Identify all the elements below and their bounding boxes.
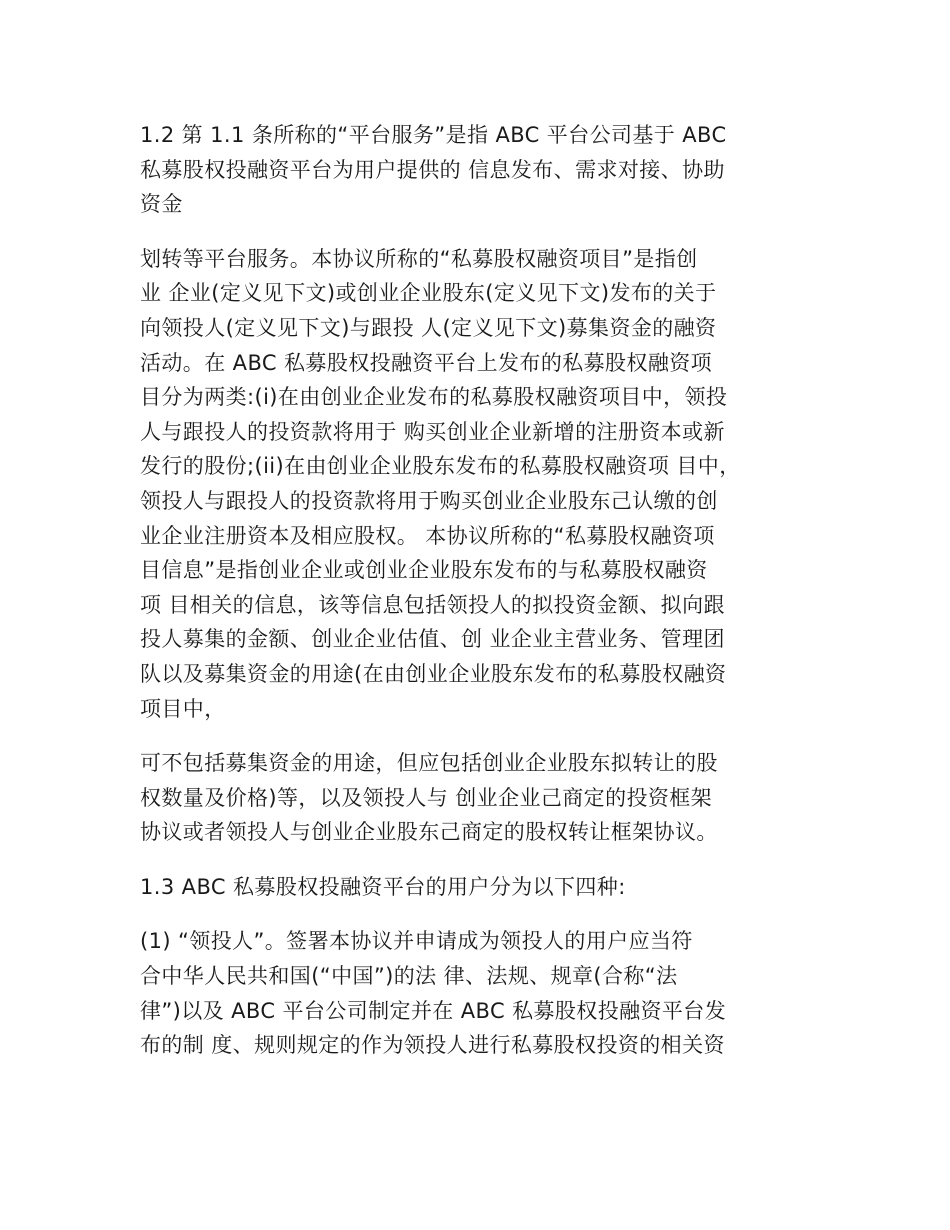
text-line: 1.3 ABC 私募股权投融资平台的用户分为以下四种: [140, 874, 626, 899]
paragraph-1-3-user-types [140, 870, 820, 905]
text-line: 目信息”是指创业企业或创业企业股东发布的与私募股权融资 [140, 558, 708, 583]
text-line: 协议或者领投人与创业企业股东己商定的股权转让框架协议。 [140, 820, 718, 845]
text-line: 项 目相关的信息，该等信息包括领投人的拟投资金额、拟向跟 [140, 592, 725, 617]
paragraph-financing-project-definition [140, 242, 820, 726]
text-line: 布的制 度、规则规定的作为领投人进行私募股权投资的相关资 [140, 1033, 725, 1058]
text-line: 目分为两类:(i)在由创业企业发布的私募股权融资项目中，领投 [140, 385, 728, 410]
text-line: 向领投人(定义见下文)与跟投 人(定义见下文)募集资金的融资 [140, 315, 717, 340]
document-body [140, 118, 820, 1083]
text-line: 队以及募集资金的用途(在由创业企业股东发布的私募股权融资 [140, 661, 727, 686]
text-line: 发行的股份;(ii)在由创业企业股东发布的私募股权融资项 目中， [140, 454, 741, 479]
paragraph-1-2-platform-services [140, 118, 820, 222]
text-line: 可不包括募集资金的用途，但应包括创业企业股东拟转让的股 [140, 751, 718, 776]
text-line: 业 企业(定义见下文)或创业企业股东(定义见下文)发布的关于 [140, 281, 717, 306]
text-line: 划转等平台服务。本协议所称的“私募股权融资项目”是指创 [140, 246, 698, 271]
text-line: 权数量及价格)等，以及领投人与 创业企业己商定的投资框架 [140, 785, 713, 810]
text-line: 投人募集的金额、创业企业估值、创 业企业主营业务、管理团 [140, 627, 725, 652]
text-line: 人与跟投人的投资款将用于 购买创业企业新增的注册资本或新 [140, 419, 725, 444]
text-line: 活动。在 ABC 私募股权投融资平台上发布的私募股权融资项 [140, 350, 713, 375]
paragraph-fund-usage-exception [140, 746, 820, 850]
text-line: 资金 [140, 192, 183, 217]
text-line: (1) “领投人”。签署本协议并申请成为领投人的用户应当符 [140, 929, 693, 954]
text-line: 项目中， [140, 696, 226, 721]
text-line: 私募股权投融资平台为用户提供的 信息发布、需求对接、协助 [140, 157, 725, 182]
text-line: 合中华人民共和国(“中国”)的法 律、法规、规章(合称“法 [140, 964, 678, 989]
text-line: 律”)以及 ABC 平台公司制定并在 ABC 私募股权投融资平台发 [140, 998, 727, 1023]
text-line: 领投人与跟投人的投资款将用于购买创业企业股东己认缴的创 [140, 488, 718, 513]
paragraph-lead-investor [140, 924, 820, 1062]
text-line: 1.2 第 1.1 条所称的“平台服务”是指 ABC 平台公司基于 ABC [140, 123, 727, 147]
text-line: 业企业注册资本及相应股权。 本协议所称的“私募股权融资项 [140, 523, 715, 548]
